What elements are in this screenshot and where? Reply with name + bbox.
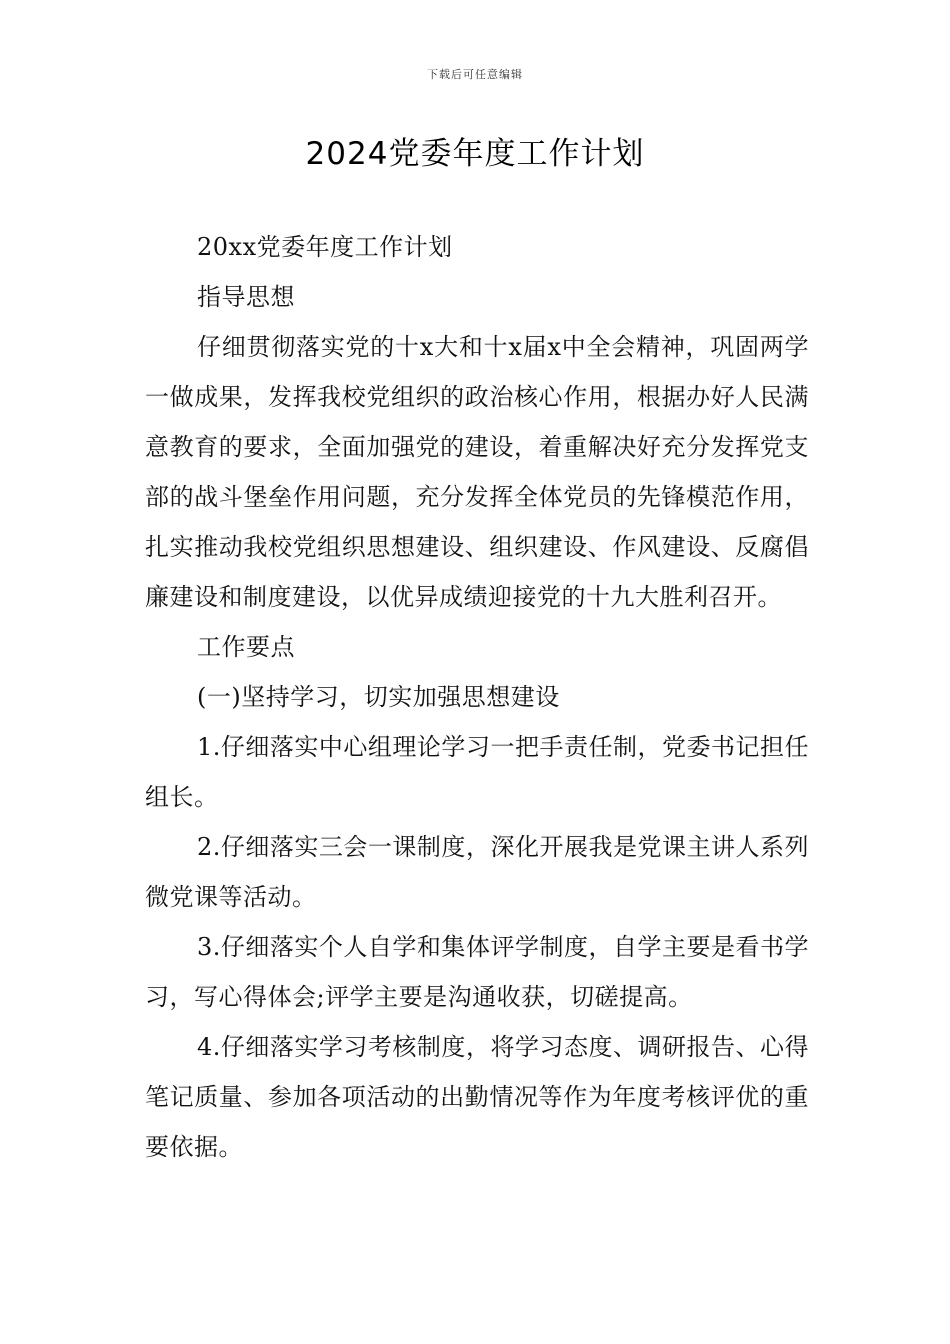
section-heading-work-points: 工作要点 <box>197 633 295 661</box>
header-note: 下载后可任意编辑 <box>427 68 523 81</box>
document-body <box>145 222 809 1172</box>
list-item-2: 2.仔细落实三会一课制度，深化开展我是党课主讲人系列微党课等活动。 <box>145 833 809 911</box>
subsection-heading-1: (一)坚持学习，切实加强思想建设 <box>197 683 560 711</box>
list-item-4: 4.仔细落实学习考核制度，将学习态度、调研报告、心得笔记质量、参加各项活动的出勤情况等作为年度考核评优的重要依据。 <box>145 1033 809 1161</box>
list-item-1: 1.仔细落实中心组理论学习一把手责任制，党委书记担任组长。 <box>145 733 809 811</box>
document-title: 2024党委年度工作计划 <box>305 136 645 172</box>
section-heading-guiding-ideology: 指导思想 <box>197 283 295 311</box>
subtitle-paragraph: 20xx党委年度工作计划 <box>197 233 453 261</box>
guiding-ideology-paragraph: 仔细贯彻落实党的十x大和十x届x中全会精神，巩固两学一做成果，发挥我校党组织的政治核心作用，根据办好人民满意教育的要求，全面加强党的建设，着重解决好充分发挥党支部的战斗堡垒作用问题，充分发挥全体党员的先锋模范作用，扎实推动我校党组织思想建设、组织建设、作风建设、反腐倡廉建设和制度建设，以优异成绩迎接党的十九大胜利召开。 <box>145 333 809 611</box>
list-item-3: 3.仔细落实个人自学和集体评学制度，自学主要是看书学习，写心得体会;评学主要是沟通收获，切磋提高。 <box>145 933 809 1011</box>
